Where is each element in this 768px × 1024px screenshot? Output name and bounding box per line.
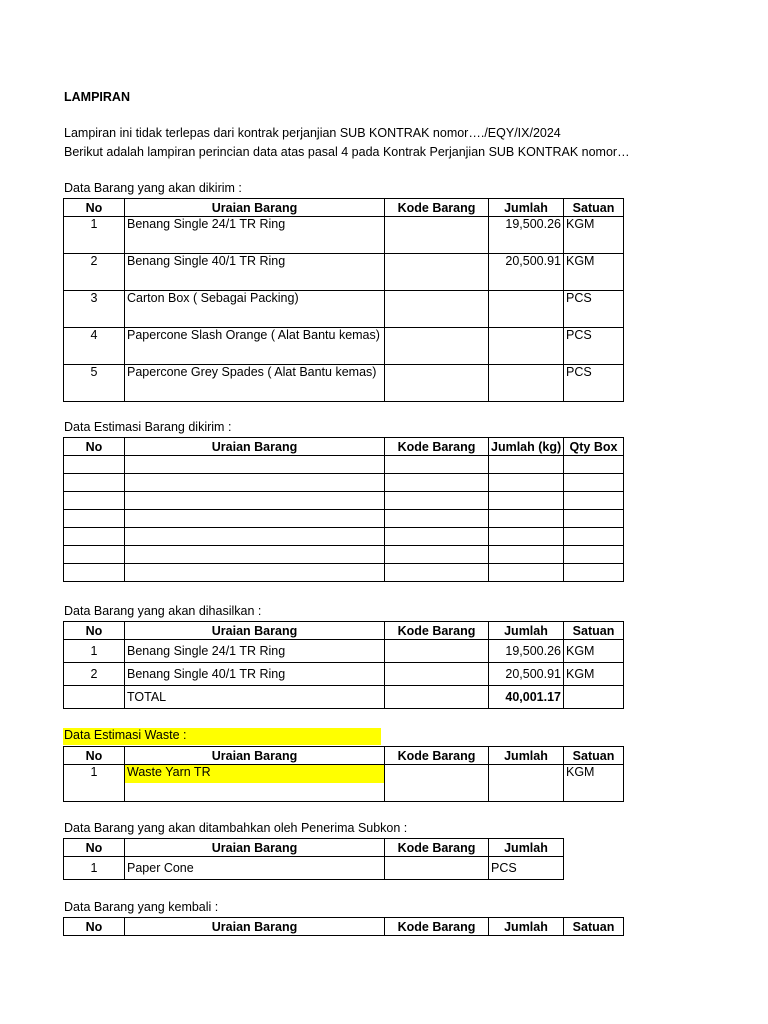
cell-jumlah bbox=[489, 365, 564, 402]
cell-jumlah: 20,500.91 bbox=[489, 663, 564, 686]
table-row bbox=[64, 254, 624, 291]
cell-uraian: Benang Single 24/1 TR Ring bbox=[125, 640, 385, 663]
table-kembali bbox=[63, 917, 624, 936]
cell bbox=[64, 546, 125, 564]
cell-no: 5 bbox=[64, 365, 125, 402]
cell-satuan: KGM bbox=[564, 217, 624, 254]
cell-kode bbox=[385, 686, 489, 709]
table-row bbox=[64, 765, 624, 802]
cell bbox=[125, 546, 385, 564]
cell-uraian bbox=[125, 765, 385, 802]
cell-kode bbox=[385, 365, 489, 402]
cell bbox=[564, 456, 624, 474]
col-uraian: Uraian Barang bbox=[125, 747, 385, 765]
col-satuan: Satuan bbox=[564, 199, 624, 217]
col-jumlah: Jumlah bbox=[489, 199, 564, 217]
cell-jumlah: 20,500.91 bbox=[489, 254, 564, 291]
col-jumlah: Jumlah bbox=[489, 747, 564, 765]
cell bbox=[385, 492, 489, 510]
cell bbox=[489, 510, 564, 528]
table-row bbox=[64, 564, 624, 582]
table-row bbox=[64, 546, 624, 564]
cell bbox=[64, 492, 125, 510]
cell-jumlah bbox=[489, 328, 564, 365]
col-no: No bbox=[64, 438, 125, 456]
cell bbox=[125, 510, 385, 528]
cell-satuan: KGM bbox=[564, 254, 624, 291]
cell bbox=[564, 528, 624, 546]
section-title-estimasi: Data Estimasi Barang dikirim : bbox=[64, 420, 232, 434]
cell-satuan: KGM bbox=[564, 640, 624, 663]
page-title: LAMPIRAN bbox=[64, 90, 130, 104]
table-header bbox=[64, 199, 624, 217]
table-header bbox=[64, 438, 624, 456]
section-title-dihasilkan: Data Barang yang akan dihasilkan : bbox=[64, 604, 262, 618]
table-row bbox=[64, 456, 624, 474]
cell bbox=[564, 546, 624, 564]
col-uraian: Uraian Barang bbox=[125, 622, 385, 640]
cell-satuan: PCS bbox=[564, 291, 624, 328]
col-kode: Kode Barang bbox=[385, 199, 489, 217]
col-no: No bbox=[64, 199, 125, 217]
cell bbox=[64, 474, 125, 492]
cell bbox=[125, 474, 385, 492]
table-estimasi bbox=[63, 437, 624, 582]
cell bbox=[385, 510, 489, 528]
cell bbox=[125, 492, 385, 510]
col-no: No bbox=[64, 918, 125, 936]
cell bbox=[564, 510, 624, 528]
waste-item-label: Waste Yarn TR bbox=[125, 765, 384, 783]
cell bbox=[489, 528, 564, 546]
cell bbox=[489, 474, 564, 492]
cell-kode bbox=[385, 663, 489, 686]
col-qty-box: Qty Box bbox=[564, 438, 624, 456]
cell-no bbox=[64, 686, 125, 709]
col-no: No bbox=[64, 839, 125, 857]
cell bbox=[125, 456, 385, 474]
cell-no: 2 bbox=[64, 663, 125, 686]
cell-kode bbox=[385, 857, 489, 880]
cell-uraian: Paper Cone bbox=[125, 857, 385, 880]
cell-uraian: Papercone Slash Orange ( Alat Bantu kemas) bbox=[125, 328, 385, 365]
col-jumlah-kg: Jumlah (kg) bbox=[489, 438, 564, 456]
col-jumlah: Jumlah bbox=[489, 918, 564, 936]
table-dikirim bbox=[63, 198, 624, 402]
cell-jumlah bbox=[489, 291, 564, 328]
table-row bbox=[64, 663, 624, 686]
cell-jumlah bbox=[489, 765, 564, 802]
table-row bbox=[64, 510, 624, 528]
cell-no: 2 bbox=[64, 254, 125, 291]
table-header bbox=[64, 747, 624, 765]
col-uraian: Uraian Barang bbox=[125, 918, 385, 936]
cell-uraian: Papercone Grey Spades ( Alat Bantu kemas) bbox=[125, 365, 385, 402]
table-row bbox=[64, 640, 624, 663]
cell-kode bbox=[385, 328, 489, 365]
cell bbox=[385, 474, 489, 492]
cell bbox=[489, 546, 564, 564]
cell-satuan: PCS bbox=[564, 365, 624, 402]
table-header bbox=[64, 839, 564, 857]
cell bbox=[64, 528, 125, 546]
total-value: 40,001.17 bbox=[489, 686, 564, 709]
col-uraian: Uraian Barang bbox=[125, 199, 385, 217]
table-ditambahkan bbox=[63, 838, 564, 880]
cell bbox=[564, 474, 624, 492]
cell-jumlah: 19,500.26 bbox=[489, 217, 564, 254]
cell-no: 4 bbox=[64, 328, 125, 365]
cell-satuan: PCS bbox=[564, 328, 624, 365]
col-kode: Kode Barang bbox=[385, 622, 489, 640]
cell-no: 1 bbox=[64, 217, 125, 254]
cell bbox=[64, 510, 125, 528]
cell-kode bbox=[385, 291, 489, 328]
section-title-waste: Data Estimasi Waste : bbox=[63, 728, 381, 745]
table-row bbox=[64, 857, 564, 880]
col-jumlah: Jumlah bbox=[489, 622, 564, 640]
cell-uraian: Benang Single 40/1 TR Ring bbox=[125, 663, 385, 686]
col-satuan: Satuan bbox=[564, 622, 624, 640]
intro-line-1: Lampiran ini tidak terlepas dari kontrak perjanjian SUB KONTRAK nomor…./EQY/IX/2024 bbox=[64, 126, 561, 140]
cell bbox=[564, 564, 624, 582]
cell bbox=[125, 528, 385, 546]
col-kode: Kode Barang bbox=[385, 747, 489, 765]
cell-kode bbox=[385, 217, 489, 254]
total-label: TOTAL bbox=[125, 686, 385, 709]
cell-no: 1 bbox=[64, 765, 125, 802]
table-row bbox=[64, 291, 624, 328]
cell bbox=[489, 456, 564, 474]
cell-no: 1 bbox=[64, 857, 125, 880]
table-row bbox=[64, 474, 624, 492]
cell bbox=[385, 456, 489, 474]
section-title-ditambahkan: Data Barang yang akan ditambahkan oleh Penerima Subkon : bbox=[64, 821, 408, 835]
section-title-dikirim: Data Barang yang akan dikirim : bbox=[64, 181, 242, 195]
col-kode: Kode Barang bbox=[385, 839, 489, 857]
table-row bbox=[64, 217, 624, 254]
cell-uraian: Benang Single 40/1 TR Ring bbox=[125, 254, 385, 291]
cell-no: 1 bbox=[64, 640, 125, 663]
cell bbox=[64, 456, 125, 474]
table-row bbox=[64, 328, 624, 365]
cell bbox=[489, 492, 564, 510]
intro-line-2: Berikut adalah lampiran perincian data atas pasal 4 pada Kontrak Perjanjian SUB KONTRAK nomor… bbox=[64, 145, 630, 159]
cell-kode bbox=[385, 254, 489, 291]
col-satuan: Satuan bbox=[564, 747, 624, 765]
cell-satuan: KGM bbox=[564, 663, 624, 686]
cell-satuan bbox=[564, 686, 624, 709]
col-no: No bbox=[64, 747, 125, 765]
cell-jumlah: PCS bbox=[489, 857, 564, 880]
cell-kode bbox=[385, 640, 489, 663]
col-jumlah: Jumlah bbox=[489, 839, 564, 857]
col-uraian: Uraian Barang bbox=[125, 438, 385, 456]
cell-kode bbox=[385, 765, 489, 802]
col-satuan: Satuan bbox=[564, 918, 624, 936]
table-row bbox=[64, 492, 624, 510]
cell-uraian: Benang Single 24/1 TR Ring bbox=[125, 217, 385, 254]
cell bbox=[385, 546, 489, 564]
total-row bbox=[64, 686, 624, 709]
col-kode: Kode Barang bbox=[385, 438, 489, 456]
col-kode: Kode Barang bbox=[385, 918, 489, 936]
table-dihasilkan bbox=[63, 621, 624, 709]
table-header bbox=[64, 918, 624, 936]
cell-jumlah: 19,500.26 bbox=[489, 640, 564, 663]
table-row bbox=[64, 528, 624, 546]
section-title-kembali: Data Barang yang kembali : bbox=[64, 900, 219, 914]
cell bbox=[564, 492, 624, 510]
table-waste bbox=[63, 746, 624, 802]
cell-uraian: Carton Box ( Sebagai Packing) bbox=[125, 291, 385, 328]
cell bbox=[385, 564, 489, 582]
table-header bbox=[64, 622, 624, 640]
cell-satuan: KGM bbox=[564, 765, 624, 802]
table-row bbox=[64, 365, 624, 402]
cell bbox=[489, 564, 564, 582]
cell bbox=[64, 564, 125, 582]
cell bbox=[385, 528, 489, 546]
cell bbox=[125, 564, 385, 582]
col-no: No bbox=[64, 622, 125, 640]
cell-no: 3 bbox=[64, 291, 125, 328]
col-uraian: Uraian Barang bbox=[125, 839, 385, 857]
